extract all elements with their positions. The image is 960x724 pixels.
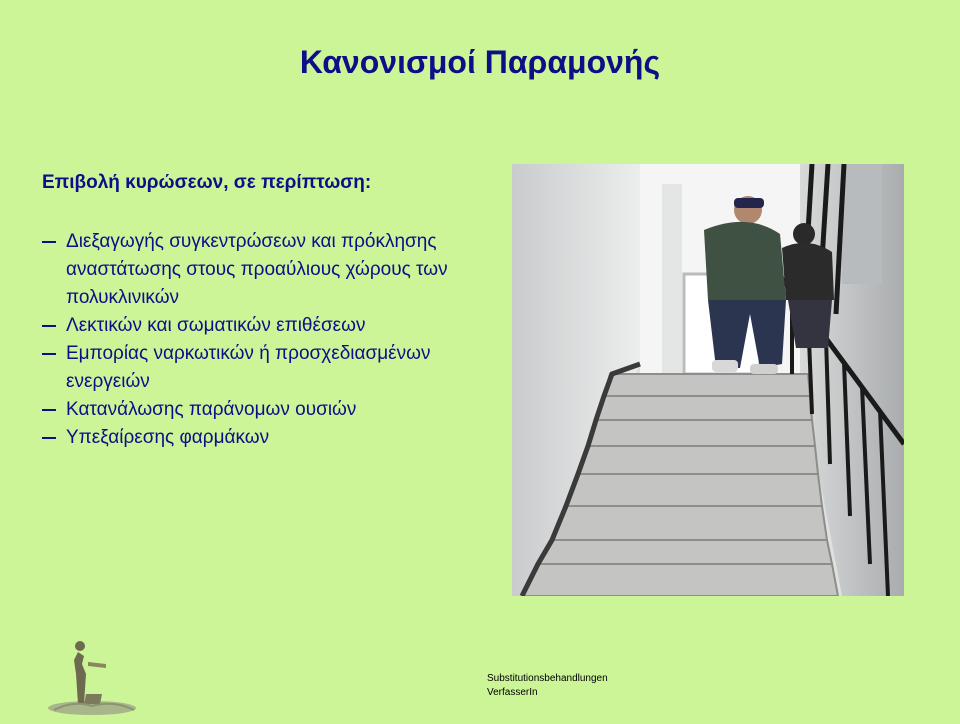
footer-line-1: Substitutionsbehandlungen — [487, 673, 608, 684]
dash-icon — [42, 409, 56, 411]
bullet-text: Υπεξαίρεσης φαρμάκων — [66, 427, 270, 448]
stairwell-photo — [512, 164, 904, 596]
dash-icon — [42, 353, 56, 355]
bullet-item — [42, 396, 512, 424]
bullet-text: Διεξαγωγής συγκεντρώσεων και πρόκλησης αναστάτωσης στους προαύλιους χώρους των πολυκλινικών — [66, 231, 448, 308]
dash-icon — [42, 325, 56, 327]
dash-icon — [42, 241, 56, 243]
statue-logo-icon — [44, 634, 140, 716]
bullet-list — [42, 228, 512, 452]
bullet-text: Λεκτικών και σωματικών επιθέσεων — [66, 315, 366, 336]
dash-icon — [42, 437, 56, 439]
slide-title: Κανονισμοί Παραμονής — [299, 44, 661, 80]
bullet-item — [42, 312, 512, 340]
slide-subtitle: Επιβολή κυρώσεων, σε περίπτωση: — [42, 172, 372, 193]
footer-line-2: VerfasserIn — [487, 687, 538, 698]
bullet-text: Εμπορίας ναρκωτικών ή προσχεδιασμένων ενεργειών — [66, 343, 431, 392]
bullet-text: Κατανάλωσης παράνομων ουσιών — [66, 399, 357, 420]
stairwell-illustration — [512, 164, 904, 596]
bullet-item — [42, 228, 512, 312]
bullet-item — [42, 340, 512, 396]
bullet-item — [42, 424, 512, 452]
